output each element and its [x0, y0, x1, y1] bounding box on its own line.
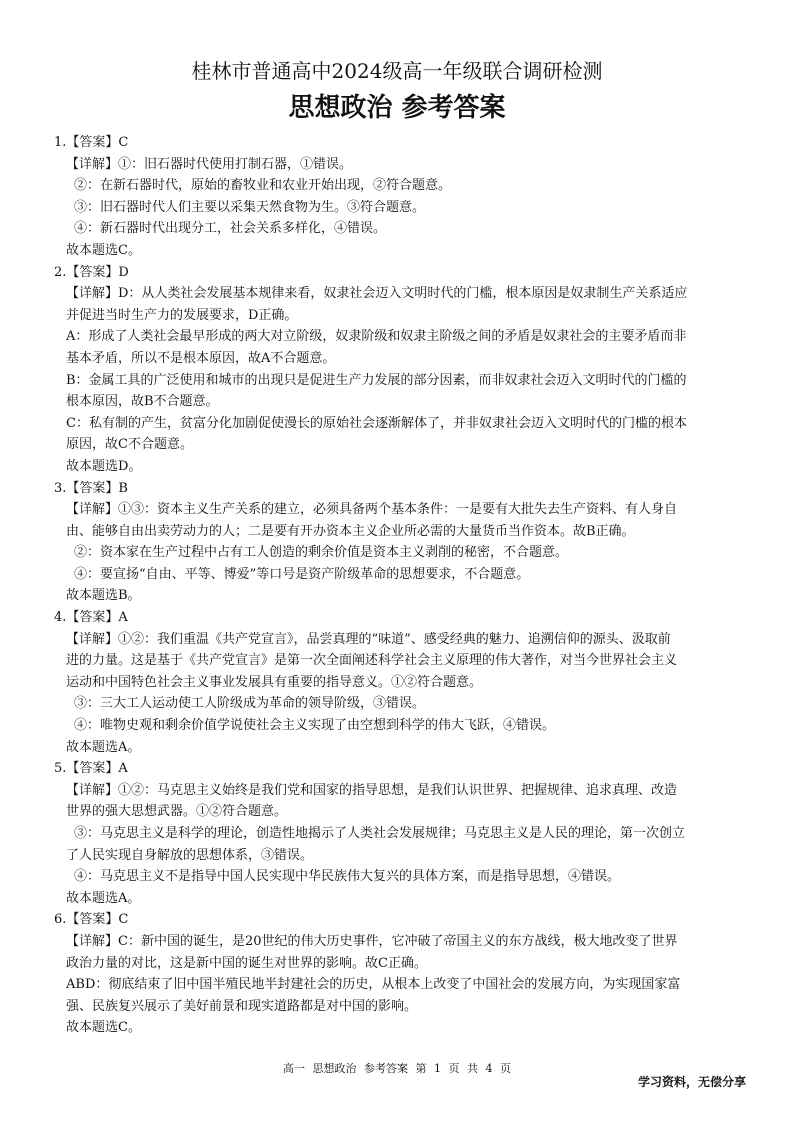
- explanation-line: 由、能够自由出卖劳动力的人；二是要有开办资本主义企业所必需的大量货币当作资本。故B正确。: [66, 523, 635, 539]
- question-1: [54, 132, 742, 262]
- explanation-line: C：私有制的产生，贫富分化加剧促使漫长的原始社会逐渐解体了，并非奴隶社会迈入文明时代的门槛的根本: [66, 415, 687, 431]
- question-4: [54, 607, 742, 758]
- footer-page-prefix: 第: [415, 1062, 427, 1075]
- footer-total-unit: 页: [500, 1062, 511, 1075]
- footer-page-number: 1: [434, 1062, 441, 1075]
- explanation-line: ③：旧石器时代人们主要以采集天然食物为生。③符合题意。: [74, 199, 426, 215]
- explanation-line: 强、民族复兴展示了美好前景和现实道路都是对中国的影响。: [66, 998, 418, 1014]
- share-watermark: 学习资料，无偿分享: [637, 1075, 746, 1089]
- conclusion-line: 故本题选C。: [66, 242, 141, 258]
- footer-subject: 思想政治: [312, 1062, 357, 1075]
- footer-doc: 参考答案: [364, 1062, 408, 1075]
- explanation-line: 并促进当时生产力的发展要求，D正确。: [66, 307, 298, 323]
- explanation-line: ③：马克思主义是科学的理论，创造性地揭示了人类社会发展规律；马克思主义是人民的理论，第一次创立: [74, 826, 686, 841]
- explanation-line: ②：资本家在生产过程中占有工人创造的剩余价值是资本主义剥削的秘密，不合题意。: [74, 545, 569, 561]
- explanation-line: 原因，故C不合题意。: [66, 437, 193, 453]
- explanation-line: ④：新石器时代出现分工，社会关系多样化，④错误。: [74, 221, 387, 237]
- explanation-line: 【详解】①②：马克思主义始终是我们党和国家的指导思想，是我们认识世界、把握规律、追求真理、改造: [66, 782, 678, 798]
- footer-page-unit: 页: [448, 1062, 460, 1075]
- explanation-line: B：金属工具的广泛使用和城市的出现只是促进生产力发展的部分因素，而非奴隶社会迈入文明时代的门槛的: [66, 372, 687, 388]
- conclusion-line: 故本题选A。: [66, 890, 141, 906]
- question-answer-heading: 1.【答案】C: [54, 135, 129, 150]
- conclusion-line: 故本题选B。: [66, 588, 141, 604]
- explanation-line: ABD：彻底结束了旧中国半殖民地半封建社会的历史，从根本上改变了中国社会的发展方向，为实现国家富: [66, 977, 681, 993]
- explanation-line: 基本矛盾，所以不是根本原因，故A不合题意。: [66, 350, 336, 366]
- explanation-line: A：形成了人类社会最早形成的两大对立阶级，奴隶阶级和奴隶主阶级之间的矛盾是奴隶社会的主要矛盾而非: [66, 329, 687, 345]
- question-6: [54, 909, 742, 1039]
- explanation-line: 运动和中国特色社会主义事业发展具有重要的指导意义。①②符合题意。: [66, 674, 483, 690]
- conclusion-line: 故本题选D。: [66, 458, 142, 474]
- explanation-line: 世界的强大思想武器。①②符合题意。: [66, 804, 288, 820]
- footer-total-prefix: 共: [467, 1062, 478, 1075]
- footer-total-pages: 4: [485, 1062, 493, 1075]
- explanation-line: 【详解】①②：我们重温《共产党宣言》，品尝真理的“味道”、感受经典的魅力、追溯信仰的源头、汲取前: [66, 631, 671, 647]
- question-answer-heading: 6.【答案】C: [54, 912, 129, 928]
- question-2: [54, 262, 742, 478]
- explanation-line: 【详解】D：从人类社会发展基本规律来看，奴隶社会迈入文明时代的门槛，根本原因是奴隶制生产关系适应: [66, 286, 688, 302]
- subject-title: 思想政治 参考答案: [288, 93, 506, 123]
- answer-list: [54, 132, 742, 1039]
- explanation-line: ②：在新石器时代，原始的畜牧业和农业开始出现，②符合题意。: [74, 178, 452, 194]
- explanation-line: 政治力量的对比，这是新中国的诞生对世界的影响。故C正确。: [66, 955, 427, 971]
- conclusion-line: 故本题选A。: [66, 739, 141, 755]
- explanation-line: 【详解】①：旧石器时代使用打制石器，①错误。: [66, 156, 353, 172]
- footer-course: 高一: [283, 1062, 305, 1075]
- question-answer-heading: 5.【答案】A: [54, 761, 128, 777]
- exam-title: 桂林市普通高中2024级高一年级联合调研检测: [191, 59, 603, 83]
- question-answer-heading: 3.【答案】B: [54, 480, 128, 496]
- question-5: [54, 758, 742, 909]
- explanation-line: 【详解】①③：资本主义生产关系的建立，必须具备两个基本条件：一是要有大批失去生产资料、有人身自: [66, 502, 678, 518]
- explanation-line: 根本原因，故B不合题意。: [66, 394, 219, 410]
- explanation-line: ④：马克思主义不是指导中国人民实现中华民族伟大复兴的具体方案，而是指导思想，④错误。: [74, 869, 621, 885]
- explanation-line: 了人民实现自身解放的思想体系，③错误。: [66, 847, 314, 863]
- explanation-line: 【详解】C：新中国的诞生，是20世纪的伟大历史事件，它冲破了帝国主义的东方战线，极大地改变了世界: [66, 933, 678, 949]
- question-answer-heading: 2.【答案】D: [54, 264, 129, 280]
- question-answer-heading: 4.【答案】A: [54, 610, 128, 626]
- explanation-line: ④：要宣扬“自由、平等、博爱”等口号是资产阶级革命的思想要求，不合题意。: [74, 566, 530, 582]
- conclusion-line: 故本题选C。: [66, 1020, 141, 1036]
- explanation-line: ③：三大工人运动使工人阶级成为革命的领导阶级，③错误。: [74, 696, 426, 712]
- explanation-line: 进的力量。这是基于《共产党宣言》是第一次全面阐述科学社会主义原理的伟大著作，对当今世界社会主义: [66, 653, 678, 669]
- question-3: [54, 478, 742, 608]
- explanation-line: ④：唯物史观和剩余价值学说使社会主义实现了由空想到科学的伟大飞跃，④错误。: [74, 718, 556, 734]
